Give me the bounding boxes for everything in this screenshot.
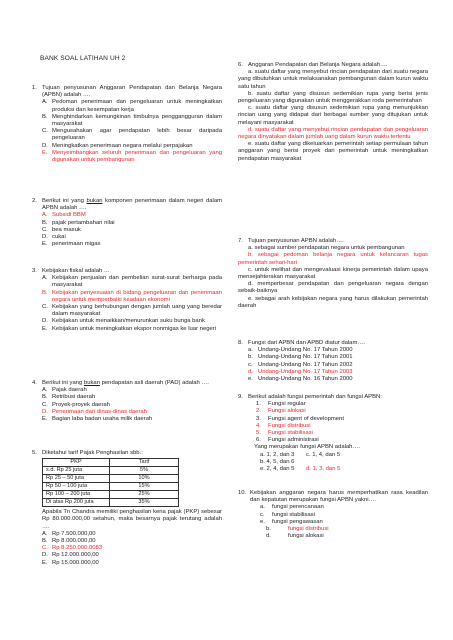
option-c: C. bea masuk (42, 226, 81, 233)
list-item: 1. Fungsi regular (256, 401, 306, 408)
table-row: Di atas Rp 200 juta 35% (43, 499, 179, 507)
option-e: E. Kebijakan untuk meningkatkan ekspor nonmigas ke luar negeri (42, 325, 217, 332)
table-row: Rp 50 – 100 juta 15% (43, 483, 179, 491)
table-row: Rp 25 – 50 juta 10% (43, 475, 179, 483)
option-d: D. Rp 12.000.000,00 (42, 552, 99, 559)
option-d-answer: d. suatu daftar yang menyebut rincian pendapatan dan pengeluaran negara dinyatakan dalam jumlah uang dalam kurun waktu tertentu (238, 126, 428, 141)
question-text-after: Apabila Tn Chandra memiliki penghasilan kena pajak (PKP) sebesar Rp 80.000.000,00 setahun, maka besarnya pajak terutang adalah …. (42, 509, 222, 530)
page-title: BANK SOAL LATIHAN UH 2 (40, 55, 126, 62)
list-item: 3. Fungsi agent of development (256, 415, 344, 422)
option-d: d. memperbesar pendapatan dan pengeluaran negara dengan sebaik-baiknya (238, 281, 428, 295)
option-e: e. fungsi pengawasan (260, 518, 323, 525)
question-text: Berikut adalah fungsi pemerintah dan fungsi APBN: (248, 394, 382, 400)
question-number: 10. (238, 490, 247, 496)
question-4 (32, 380, 222, 423)
question-text: Berikut ini yang bukan komponen penerimaan dalam negeri dalam APBN adalah …. (42, 198, 222, 212)
question-1 (32, 85, 222, 164)
option-a: A. Rp 7.500.000,00 (42, 530, 96, 537)
tax-rate-table (42, 458, 179, 507)
question-number: 9. (238, 394, 243, 400)
option-c: C. Mengusahakan agar pendapatan lebih besar daripada pengeluaran (42, 128, 222, 142)
question-number: 3. (32, 268, 37, 274)
option-e: E. Rp 15.000.000,00 (42, 559, 99, 566)
option-a: A. Kebijakan penjualan dan pembelian surat-surat berharga pada masyarakat (42, 275, 222, 289)
question-3 (32, 268, 222, 333)
option-e: e. Undang-Undang No. 16 Tahun 2000 (248, 376, 353, 383)
table-header-row: PKP Tarif (43, 459, 179, 467)
option-a: A. Pedoman penerimaan dan pengeluaran untuk meningkatkan produksi dan kesempatan kerja (42, 99, 222, 113)
option-b: b. Undang-Undang No. 17 Tahun 2001 (248, 354, 353, 361)
option-e: e. suatu daftar yang dikeluarkan pemerintah setiap permulaan tahun anggaran yang berisi proyek dari pemerintah untuk meningkatkan pendapatan masyarakat (238, 141, 428, 162)
option-c-answer: C. Rp 8.250.000.0083 (42, 545, 103, 552)
question-text: Tujuan penyusunan Anggaran Pendapatan dan Belanja Negara (APBN) adalah …. (42, 85, 222, 99)
option-b: b. suatu daftar yang disusun sedemikian rupa yang berisi jenis pengeluaran yang digunakan untuk menggerakkan roda pemerintahan (238, 90, 428, 105)
list-item: 2. Fungsi alokasi (256, 408, 306, 415)
question-6 (238, 62, 428, 163)
option-c: C. Kebijakan yang berhubungan dengan jumlah uang yang beredar dalam masyarakat (42, 304, 222, 318)
option-row: a. 1, 2, dan 3 c. 1, 4, dan 5 (260, 451, 341, 458)
question-9 (238, 394, 428, 473)
option-b: B. pajak pertambahan nilai (42, 219, 115, 226)
question-2 (32, 198, 222, 248)
option-e: E. penerimaan migas (42, 241, 101, 248)
option-c: C. Proyek-proyek daerah (42, 401, 110, 408)
option-c: c. suatu daftar yang disusun sedemikian rupa yang menunjukkan rincian uang yang didapat dari berbagai sumber yang ditujukan untuk melayani masyarakat (238, 105, 428, 126)
option-a: A. Pajak daerah (42, 387, 87, 394)
option-row: e. 2, 4, dan 5 d. 1, 3, dan 5 (260, 466, 341, 473)
option-a: a. fungsi perencanaan (260, 504, 324, 511)
option-row: b. 4, 5, dan 6 (260, 458, 295, 465)
list-item: 4. Fungsi distribusi (256, 422, 311, 429)
question-number: 7. (238, 238, 243, 244)
option-d: D. Kebijakan untuk menaikkan/menurunkan suku bunga bank (42, 318, 205, 325)
question-number: 5. (32, 450, 37, 456)
question-8 (238, 340, 428, 383)
option-d: D. Meningkatkan penerimaan negara melalui perpajakan (42, 142, 193, 149)
option-b-answer: b. fungsi distribusi (266, 526, 329, 533)
option-a: a. suatu daftar yang menyebut rincian pendapatan dari suatu negara yang dibutuhkan untuk melaksanakan pembangunan dalam kurun waktu satu tahun (238, 69, 428, 90)
option-c: c. untuk melihat dan mengevaluasi kinerja pemerintah dalam upaya mensejahterakan masyarakat (238, 266, 428, 281)
option-d: d. fungsi alokasi (266, 533, 324, 540)
question-number: 6. (238, 62, 243, 68)
question-text: Berikut ini yang bukan pendapatan asli daerah (PAD) adalah …. (42, 380, 209, 386)
question-text: Kebijakan anggaran negara harus memperhatikan rasa keadilan dan kepatutan merupakan fungsi APBN yakni…. (250, 490, 428, 504)
question-text: Anggaran Pendapatan dan Belanja Negara adalah…. (248, 62, 388, 68)
question-text: Kebijakan fiskal adalah … (42, 268, 110, 274)
option-c: c. Undang-Undang No. 17 Tahun 2002 (248, 361, 353, 368)
option-b-answer: B. Kebijakan penyesuaian di bidang pengeluaran dan penerimaan negara untuk memperbaiki keadaan ekonomi (42, 289, 222, 303)
option-b: B. Retribusi daerah (42, 394, 96, 401)
option-c: c. fungsi stabilisasi (260, 511, 315, 518)
option-b-answer: b. sebagai pedoman belanja negara untuk kelancaran tugas pemerintah sehari-hari (238, 252, 428, 266)
question-10 (238, 490, 428, 540)
option-b: B. Rp 8.000.000,00 (42, 538, 96, 545)
list-item: 5. Fungsi stabilisasi (256, 430, 313, 437)
question-text: Diketahui tarif Pajak Penghasilan sbb.: (42, 450, 143, 456)
option-d: D. cukai (42, 234, 66, 241)
table-row: s.d. Rp 25 juta 5% (43, 467, 179, 475)
option-e-answer: E. Menyeimbangkan seluruh penerimaan dan pengeluaran yang digunakan untuk pembangunan (42, 149, 222, 164)
table-row: Rp 100 – 200 juta 25% (43, 491, 179, 499)
question-text: Fungsi dari APBN dan APBD diatur dalam…. (248, 340, 365, 346)
question-number: 1. (32, 85, 37, 91)
question-text: Tujuan penyusunan APBN adalah…. (248, 238, 344, 244)
question-number: 2. (32, 198, 37, 204)
question-ask: Yang merupakan fungsi APBN adalah…. (254, 444, 360, 451)
option-e: E. Bagian laba badan usaha milik daerah (42, 416, 153, 423)
question-number: 8. (238, 340, 243, 346)
option-a: a. Undang-Undang No. 17 Tahun 2000 (248, 347, 353, 354)
option-a: a. sebagai sumber pendapatan negara untuk pembangunan (248, 245, 405, 252)
question-5 (32, 450, 222, 567)
question-number: 4. (32, 380, 37, 386)
option-d-answer: D. Penerimaan dari dinas-dinas daerah (42, 408, 147, 415)
list-item: 6. Fungsi administrasi (256, 437, 319, 444)
option-d-answer: d. Undang-Undang No. 17 Tahun 2003 (248, 368, 353, 375)
option-e: e. sebagai arah kebijakan negara yang harus dilakukan pemerintah daerah (238, 295, 428, 309)
option-a-answer: A. Subsidi BBM (42, 212, 86, 219)
question-7 (238, 238, 428, 310)
option-b: B. Menghindarkan kemungkinan timbulnya penggangguran dalam masyarakat (42, 113, 222, 128)
